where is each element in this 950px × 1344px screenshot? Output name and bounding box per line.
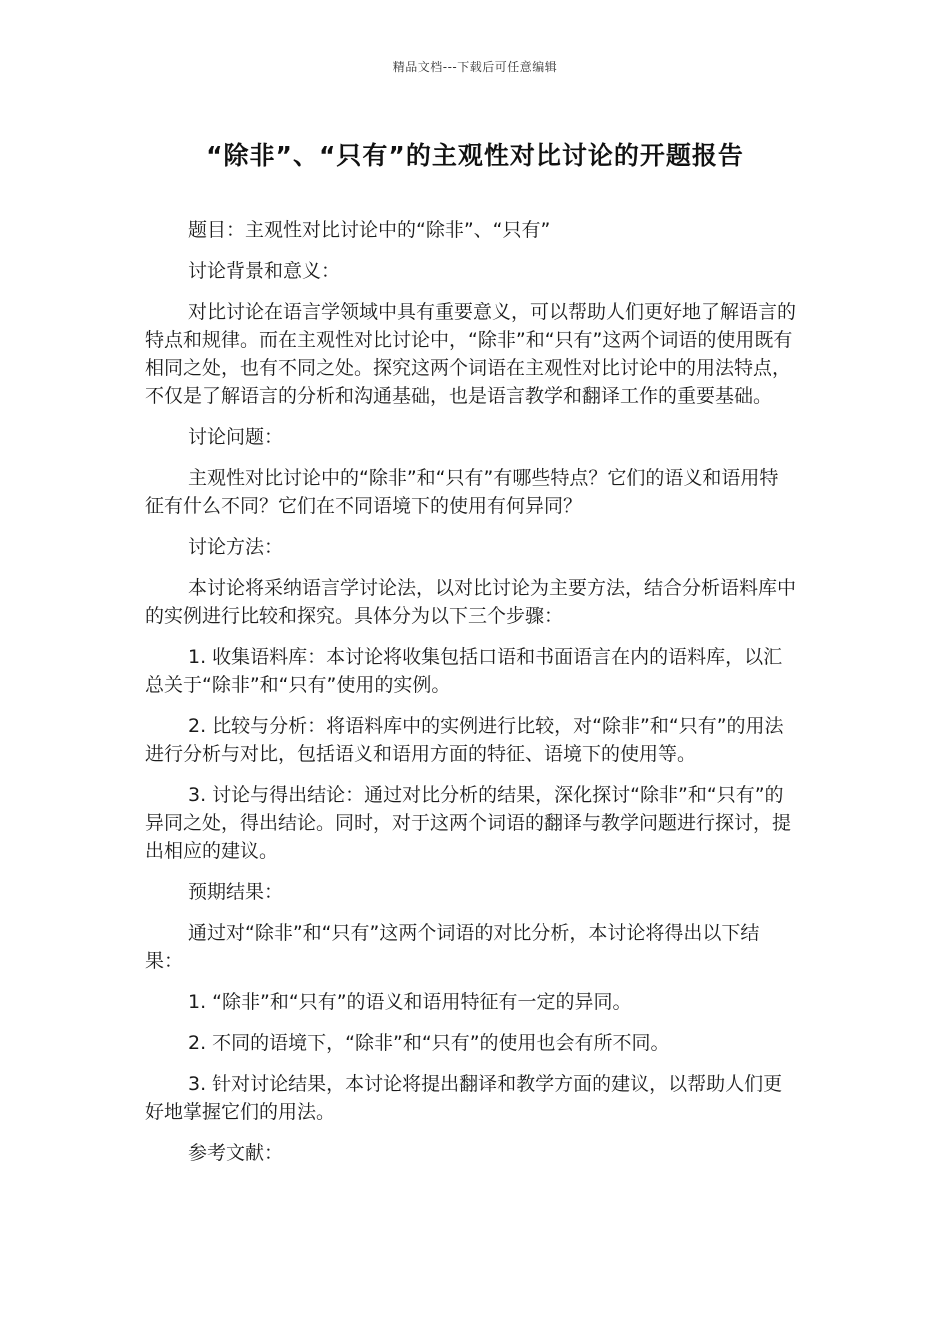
paragraph-methods: 本讨论将采纳语言学讨论法，以对比讨论为主要方法，结合分析语料库中的实例进行比较和探究。具体分为以下三个步骤： (145, 577, 797, 627)
method-step-2: 2. 比较与分析：将语料库中的实例进行比较，对“除非”和“只有”的用法进行分析与对比，包括语义和语用方面的特征、语境下的使用等。 (145, 715, 784, 765)
page-header-watermark: 精品文档---下载后可任意编辑 (392, 60, 558, 74)
paragraph-topic: 题目：主观性对比讨论中的“除非”、“只有” (188, 219, 551, 241)
section-heading-methods: 讨论方法： (188, 536, 284, 558)
section-heading-references: 参考文献： (188, 1142, 284, 1164)
paragraph-questions: 主观性对比讨论中的“除非”和“只有”有哪些特点？它们的语义和语用特征有什么不同？它们在不同语境下的使用有何异同？ (145, 467, 779, 517)
section-heading-background: 讨论背景和意义： (188, 260, 341, 282)
document-body (145, 216, 797, 1180)
method-step-1: 1. 收集语料库：本讨论将收集包括口语和书面语言在内的语料库，以汇总关于“除非”和“只有”使用的实例。 (145, 646, 783, 696)
paragraph-background: 对比讨论在语言学领域中具有重要意义，可以帮助人们更好地了解语言的特点和规律。而在主观性对比讨论中，“除非”和“只有”这两个词语的使用既有相同之处，也有不同之处。探究这两个词语在主观性对比讨论中的用法特点，不仅是了解语言的分析和沟通基础，也是语言教学和翻译工作的重要基础。 (145, 301, 797, 407)
section-heading-expected-results: 预期结果： (188, 881, 284, 903)
paragraph-expected-results: 通过对“除非”和“只有”这两个词语的对比分析，本讨论将得出以下结果： (145, 922, 760, 972)
result-item-1: 1. “除非”和“只有”的语义和语用特征有一定的异同。 (188, 991, 632, 1013)
result-item-3: 3. 针对讨论结果，本讨论将提出翻译和教学方面的建议，以帮助人们更好地掌握它们的用法。 (145, 1073, 783, 1123)
document-title: “除非”、“只有”的主观性对比讨论的开题报告 (206, 141, 744, 170)
section-heading-questions: 讨论问题： (188, 426, 284, 448)
result-item-2: 2. 不同的语境下，“除非”和“只有”的使用也会有所不同。 (188, 1032, 670, 1054)
method-step-3: 3. 讨论与得出结论：通过对比分析的结果，深化探讨“除非”和“只有”的异同之处，得出结论。同时，对于这两个词语的翻译与教学问题进行探讨，提出相应的建议。 (145, 784, 792, 862)
